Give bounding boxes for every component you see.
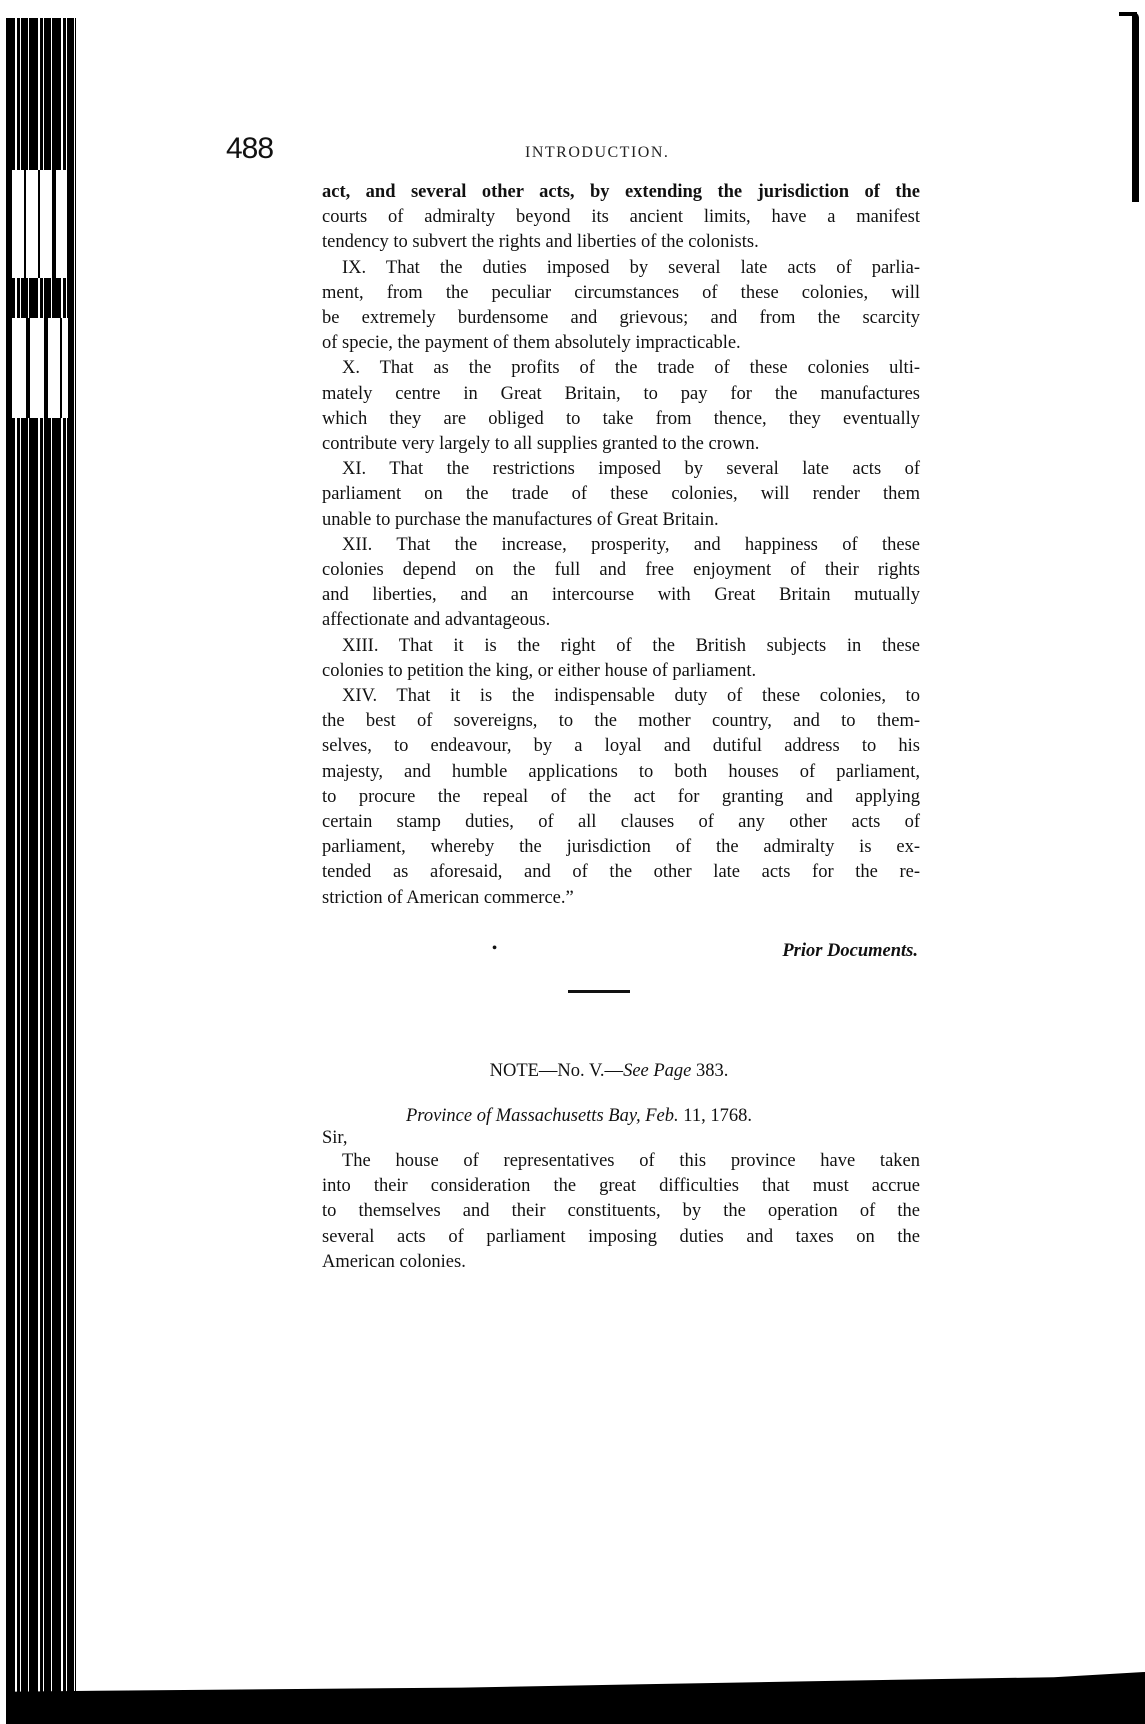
text-line: into their consideration the great difficulties that must accrue (322, 1176, 920, 1197)
text-line: X. That as the profits of the trade of these colonies ulti- (342, 358, 920, 379)
note-heading-page: 383. (691, 1060, 729, 1081)
section-divider (568, 990, 630, 993)
running-head (226, 132, 920, 180)
page-number: 488 (226, 132, 274, 165)
text-line: the best of sovereigns, to the mother country, and to them- (322, 711, 920, 732)
note-heading (310, 1061, 908, 1082)
text-line: and liberties, and an intercourse with Great Britain mutually (322, 585, 920, 606)
scan-binding-highlight (12, 170, 66, 278)
text-line: be extremely burdensome and grievous; and from the scarcity (322, 308, 920, 329)
running-title: INTRODUCTION. (525, 144, 670, 161)
body-text (322, 180, 920, 911)
text-line: striction of American commerce.” (322, 887, 574, 908)
text-line: XI. That the restrictions imposed by several late acts of (342, 459, 920, 480)
scan-right-edge (1132, 12, 1139, 202)
text-line: to themselves and their constituents, by the operation of the (322, 1201, 920, 1222)
resolution-paragraph (322, 684, 920, 911)
text-line: contribute very largely to all supplies granted to the crown. (322, 434, 760, 455)
note-heading-see: See Page (623, 1060, 692, 1081)
text-line: colonies depend on the full and free enjoyment of their rights (322, 560, 920, 581)
dateline-place: Province of Massachusetts Bay, Feb. (406, 1105, 679, 1126)
text-line: affectionate and advantageous. (322, 610, 551, 631)
text-line: American colonies. (322, 1251, 466, 1272)
attribution-source: Prior Documents. (782, 940, 918, 961)
text-line: parliament, whereby the jurisdiction of the admiralty is ex- (322, 837, 920, 858)
text-line: courts of admiralty beyond its ancient limits, have a manifest (322, 207, 920, 228)
stray-mark: • (492, 940, 497, 956)
resolution-paragraph (322, 533, 920, 634)
text-line: XIV. That it is the indispensable duty of these colonies, to (342, 686, 920, 707)
letter-body (322, 1149, 920, 1275)
scan-bottom-edge (6, 1672, 1145, 1724)
letter-dateline (322, 1106, 920, 1127)
attribution (322, 941, 920, 962)
resolution-paragraph (322, 356, 920, 457)
text-line: XIII. That it is the right of the British subjects in these (342, 635, 920, 656)
letter-salutation: Sir, (322, 1127, 348, 1148)
text-line: which they are obliged to take from thence, they eventually (322, 408, 920, 429)
text-line: tended as aforesaid, and of the other late acts for the re- (322, 862, 920, 883)
book-page (226, 132, 920, 1275)
resolution-paragraph (322, 256, 920, 357)
text-line: of specie, the payment of them absolutely impracticable. (322, 333, 741, 354)
text-line: The house of representatives of this province have taken (342, 1150, 920, 1171)
text-line: IX. That the duties imposed by several late acts of parlia- (342, 257, 920, 278)
text-line: tendency to subvert the rights and liberties of the colonists. (322, 232, 759, 253)
text-line: majesty, and humble applications to both houses of parliament, (322, 761, 920, 782)
text-line: to procure the repeal of the act for granting and applying (322, 786, 920, 807)
text-line: selves, to endeavour, by a loyal and dutiful address to his (322, 736, 920, 757)
scan-binding-highlight (12, 318, 68, 418)
text-line: certain stamp duties, of all clauses of any other acts of (322, 812, 920, 833)
text-line: unable to purchase the manufactures of Great Britain. (322, 509, 719, 530)
text-line: colonies to petition the king, or either house of parliament. (322, 660, 757, 681)
resolutions-list (322, 256, 920, 911)
text-line: mately centre in Great Britain, to pay for the manufactures (322, 383, 920, 404)
continued-paragraph (322, 180, 920, 256)
resolution-paragraph (322, 457, 920, 533)
dateline-date: 11, 1768. (678, 1105, 752, 1126)
text-line: several acts of parliament imposing duties and taxes on the (322, 1226, 920, 1247)
text-line: parliament on the trade of these colonies, will render them (322, 484, 920, 505)
resolution-paragraph (322, 634, 920, 684)
letter-paragraph (322, 1149, 920, 1275)
text-line: ment, from the peculiar circumstances of these colonies, will (322, 282, 920, 303)
note-heading-label: NOTE—No. V.— (489, 1060, 624, 1081)
text-line: act, and several other acts, by extending the jurisdiction of the (322, 182, 920, 202)
text-line: XII. That the increase, prosperity, and happiness of these (342, 534, 920, 555)
